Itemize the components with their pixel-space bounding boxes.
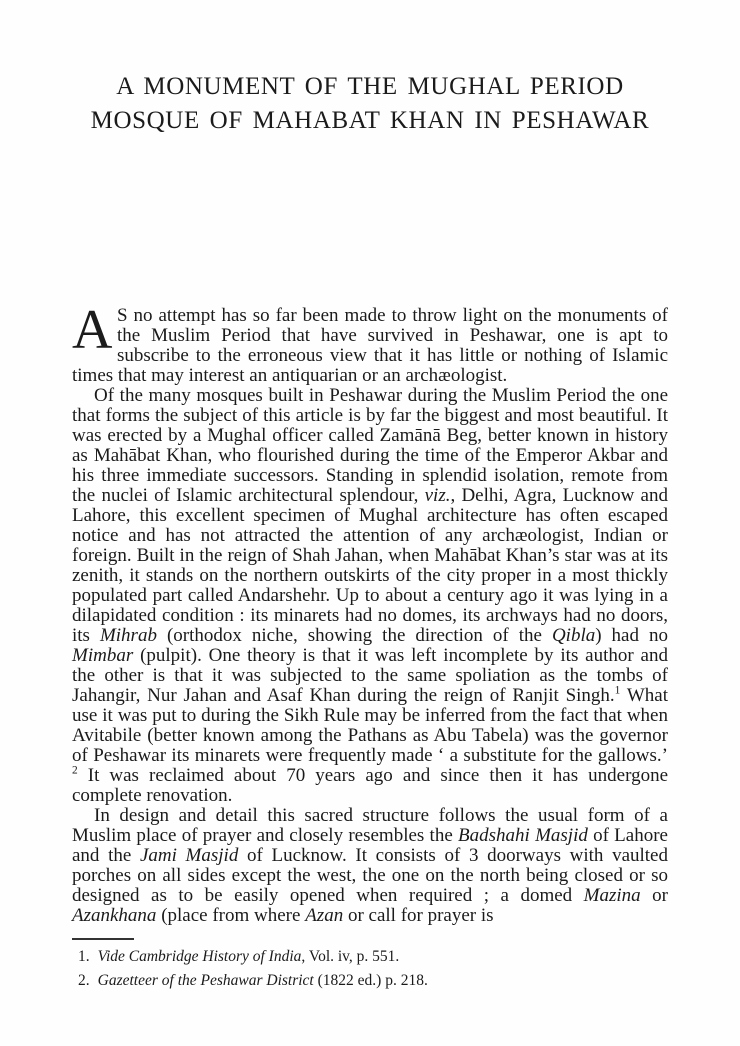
text-run: or call for prayer is [343, 905, 494, 926]
text-run: Gazetteer of the Peshawar District [97, 972, 314, 989]
article-title [72, 70, 668, 138]
text-run: , Vol. iv, p. 551. [301, 948, 400, 965]
text-run: Azan [305, 905, 344, 926]
text-run: What use it was put to during the Sikh Rule may be inferred from the fact that when Avitabile (better known among the Pathans as Abu Tabela) was the governor of Peshawar its minarets were frequently made ‘ a substitute for the gallows.’ [72, 685, 668, 766]
text-run: Mihrab [99, 625, 157, 646]
article-body [72, 299, 669, 926]
paragraph-design-text [72, 805, 668, 926]
text-run: viz. [424, 485, 451, 506]
paragraph-design [72, 806, 668, 926]
footnotes-section [72, 938, 668, 993]
text-run: (orthodox niche, showing the direction of the [156, 625, 552, 646]
paragraph-history [72, 386, 668, 806]
footnote-2-text [98, 972, 428, 989]
text-run: (1822 ed.) p. 218. [313, 972, 428, 989]
footnote-2-marker: 2. [78, 972, 90, 989]
text-run: , Delhi, Agra, Lucknow and Lahore, this excellent specimen of Mughal architecture has often escaped notice and has not attracted the attention of any archæologist, Indian or foreign. Built in the reign of Shah Jahan, when Mahābat Khan’s star was at its zenith, it stands on the northern outskirts of the city proper in a most thickly populated part called Andarshehr. Up to about a century ago it was lying in a dilapidated condition : its minarets had no domes, its archways had no doors, its [72, 485, 668, 646]
text-run: Badshahi Masjid [458, 825, 588, 846]
text-run: Vide Cambridge History of India [97, 948, 302, 965]
text-run: Qibla [551, 625, 596, 646]
text-run: Jami Masjid [139, 845, 239, 866]
footnote-2 [72, 969, 668, 993]
text-run: (place from where [156, 905, 306, 926]
text-run: 2 [72, 764, 78, 777]
paragraph-intro [72, 299, 668, 386]
text-run: Of the many mosques built in Peshawar during the Muslim Period the one that forms the subject of this article is by far the biggest and most beautiful. It was erected by a Mughal officer called Zamānā Beg, better known in history as Mahābat Khan, who flourished during the time of the Emperor Akbar and his three immediate successors. Standing in splendid isolation, remote from the nuclei of Islamic architectural splendour, [72, 385, 668, 506]
footnote-1-text [98, 948, 400, 965]
text-run: Mazina [583, 885, 641, 906]
text-run: Mimbar [72, 645, 134, 666]
text-run: In design and detail this sacred structure follows the usual form of a Muslim place of prayer and closely resembles the [72, 805, 668, 846]
text-run: or [640, 885, 669, 906]
text-run: It was reclaimed about 70 years ago and since then it has undergone complete renovation. [72, 765, 668, 806]
text-run: S no attempt has so far been made to throw light on the monuments of the Muslim Period that have survived in Peshawar, one is apt to subscribe to the erroneous view that it has little or nothing of Islamic times that may interest an antiquarian or an archæologist. [72, 305, 668, 386]
paragraph-intro-text [72, 299, 668, 386]
text-run: Azankhana [72, 905, 157, 926]
title-line-1: A MONUMENT OF THE MUGHAL PERIOD [116, 73, 624, 100]
drop-cap: A [72, 299, 113, 361]
text-run: of Lucknow. It consists of 3 doorways with vaulted porches on all sides except the west, the one on the north being closed or so designed as to be easily opened when required ; a domed [72, 845, 668, 906]
text-run: of Lahore and the [72, 825, 668, 866]
text-run: ) had no [595, 625, 668, 646]
title-line-2: MOSQUE OF MAHABAT KHAN IN PESHAWAR [90, 107, 650, 134]
text-run: (pulpit). One theory is that it was left incomplete by its author and the other is that it was subjected to the same spoliation as the tombs of Jahangir, Nur Jahan and Asaf Khan during the reign of Ranjit Singh. [72, 645, 668, 706]
text-run: 1 [614, 684, 621, 697]
footnote-divider [72, 938, 134, 940]
footnote-1-marker: 1. [78, 948, 90, 965]
paragraph-history-text [72, 385, 668, 806]
footnote-1 [72, 945, 668, 969]
